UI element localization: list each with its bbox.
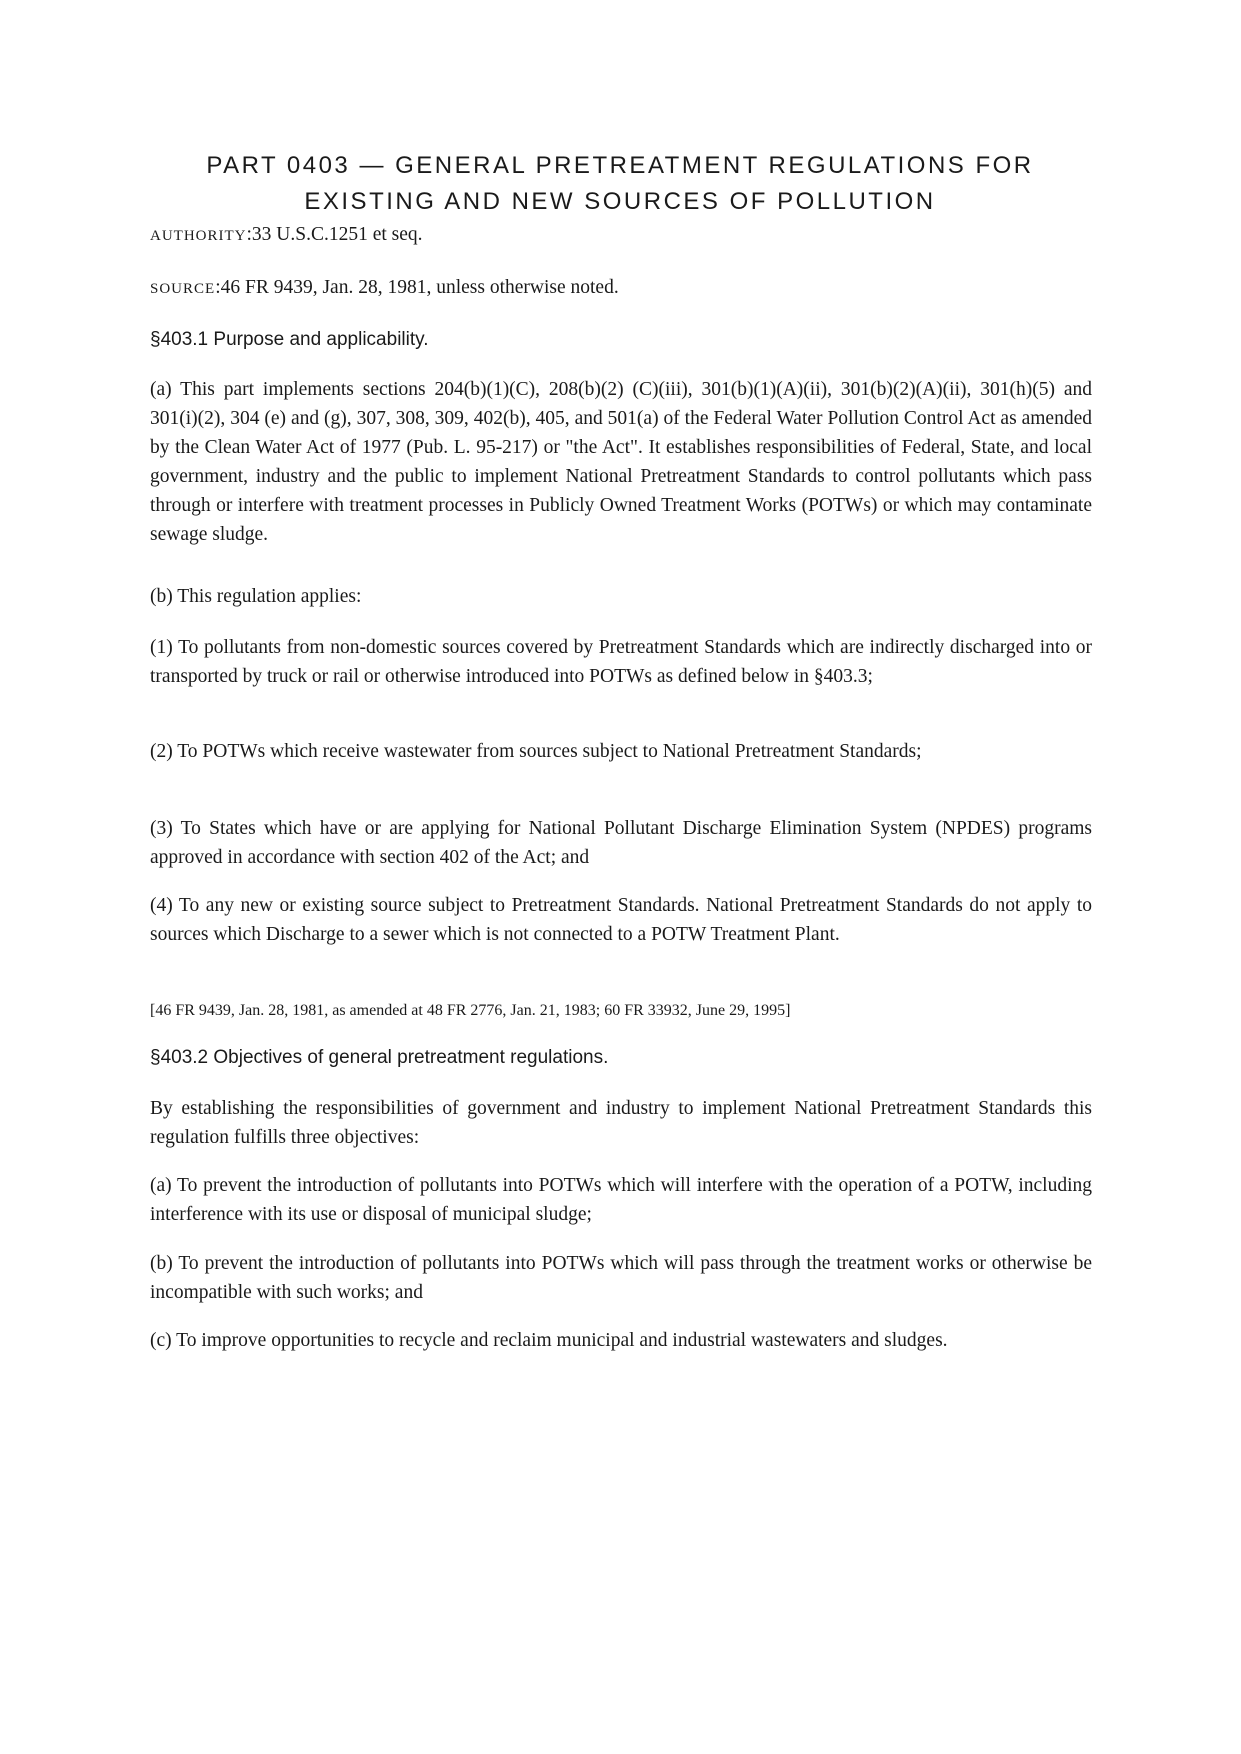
paragraph-b3: (3) To States which have or are applying for National Pollutant Discharge Elimination System (NPDES) programs approved in accordance with section 402 of the Act; and [150, 818, 1092, 868]
authority-text: :33 U.S.C.1251 et seq. [246, 224, 423, 245]
authority-label: AUTHORITY [150, 228, 247, 244]
authority-line [150, 220, 1092, 251]
citation-note: [46 FR 9439, Jan. 28, 1981, as amended at 48 FR 2776, Jan. 21, 1983; 60 FR 33932, June 29, 1995] [150, 1002, 791, 1019]
source-line [150, 273, 1092, 304]
section-403-1-heading: §403.1 Purpose and applicability. [150, 329, 429, 350]
objective-a: (a) To prevent the introduction of pollutants into POTWs which will interfere with the operation of a POTW, including interference with its use or disposal of municipal sludge; [150, 1175, 1092, 1225]
objective-c: (c) To improve opportunities to recycle and reclaim municipal and industrial wastewaters and sludges. [150, 1330, 948, 1351]
paragraph-b4: (4) To any new or existing source subject to Pretreatment Standards. National Pretreatment Standards do not apply to sources which Discharge to a sewer which is not connected to a POTW Treatment Plant. [150, 895, 1092, 945]
paragraph-a: (a) This part implements sections 204(b)(1)(C), 208(b)(2) (C)(iii), 301(b)(1)(A)(ii), 301(b)(2)(A)(ii), 301(h)(5) and 301(i)(2), 304 (e) and (g), 307, 308, 309, 402(b), 405, and 501(a) of the Federal Water Pollution Control Act as amended by the Clean Water Act of 1977 (Pub. L. 95-217) or "the Act". It establishes responsibilities of Federal, State, and local government, industry and the public to implement National Pretreatment Standards to control pollutants which pass through or interfere with treatment processes in Publicly Owned Treatment Works (POTWs) or which may contaminate sewage sludge. [150, 379, 1092, 545]
title-line-2: EXISTING AND NEW SOURCES OF POLLUTION [304, 188, 936, 215]
objectives-intro: By establishing the responsibilities of government and industry to implement National Pretreatment Standards this regulation fulfills three objectives: [150, 1098, 1092, 1148]
title-line-1: PART 0403 — GENERAL PRETREATMENT REGULATIONS FOR [206, 152, 1034, 179]
source-label: SOURCE [150, 281, 216, 297]
paragraph-b: (b) This regulation applies: [150, 586, 362, 607]
document-title [150, 148, 1090, 220]
paragraph-b1: (1) To pollutants from non-domestic sources covered by Pretreatment Standards which are indirectly discharged into or transported by truck or rail or otherwise introduced into POTWs as defined below in §403.3; [150, 637, 1092, 687]
paragraph-b2: (2) To POTWs which receive wastewater from sources subject to National Pretreatment Standards; [150, 741, 922, 762]
source-text: :46 FR 9439, Jan. 28, 1981, unless otherwise noted. [215, 277, 619, 298]
objective-b: (b) To prevent the introduction of pollutants into POTWs which will pass through the treatment works or otherwise be incompatible with such works; and [150, 1253, 1092, 1303]
section-403-2-heading: §403.2 Objectives of general pretreatment regulations. [150, 1047, 609, 1068]
